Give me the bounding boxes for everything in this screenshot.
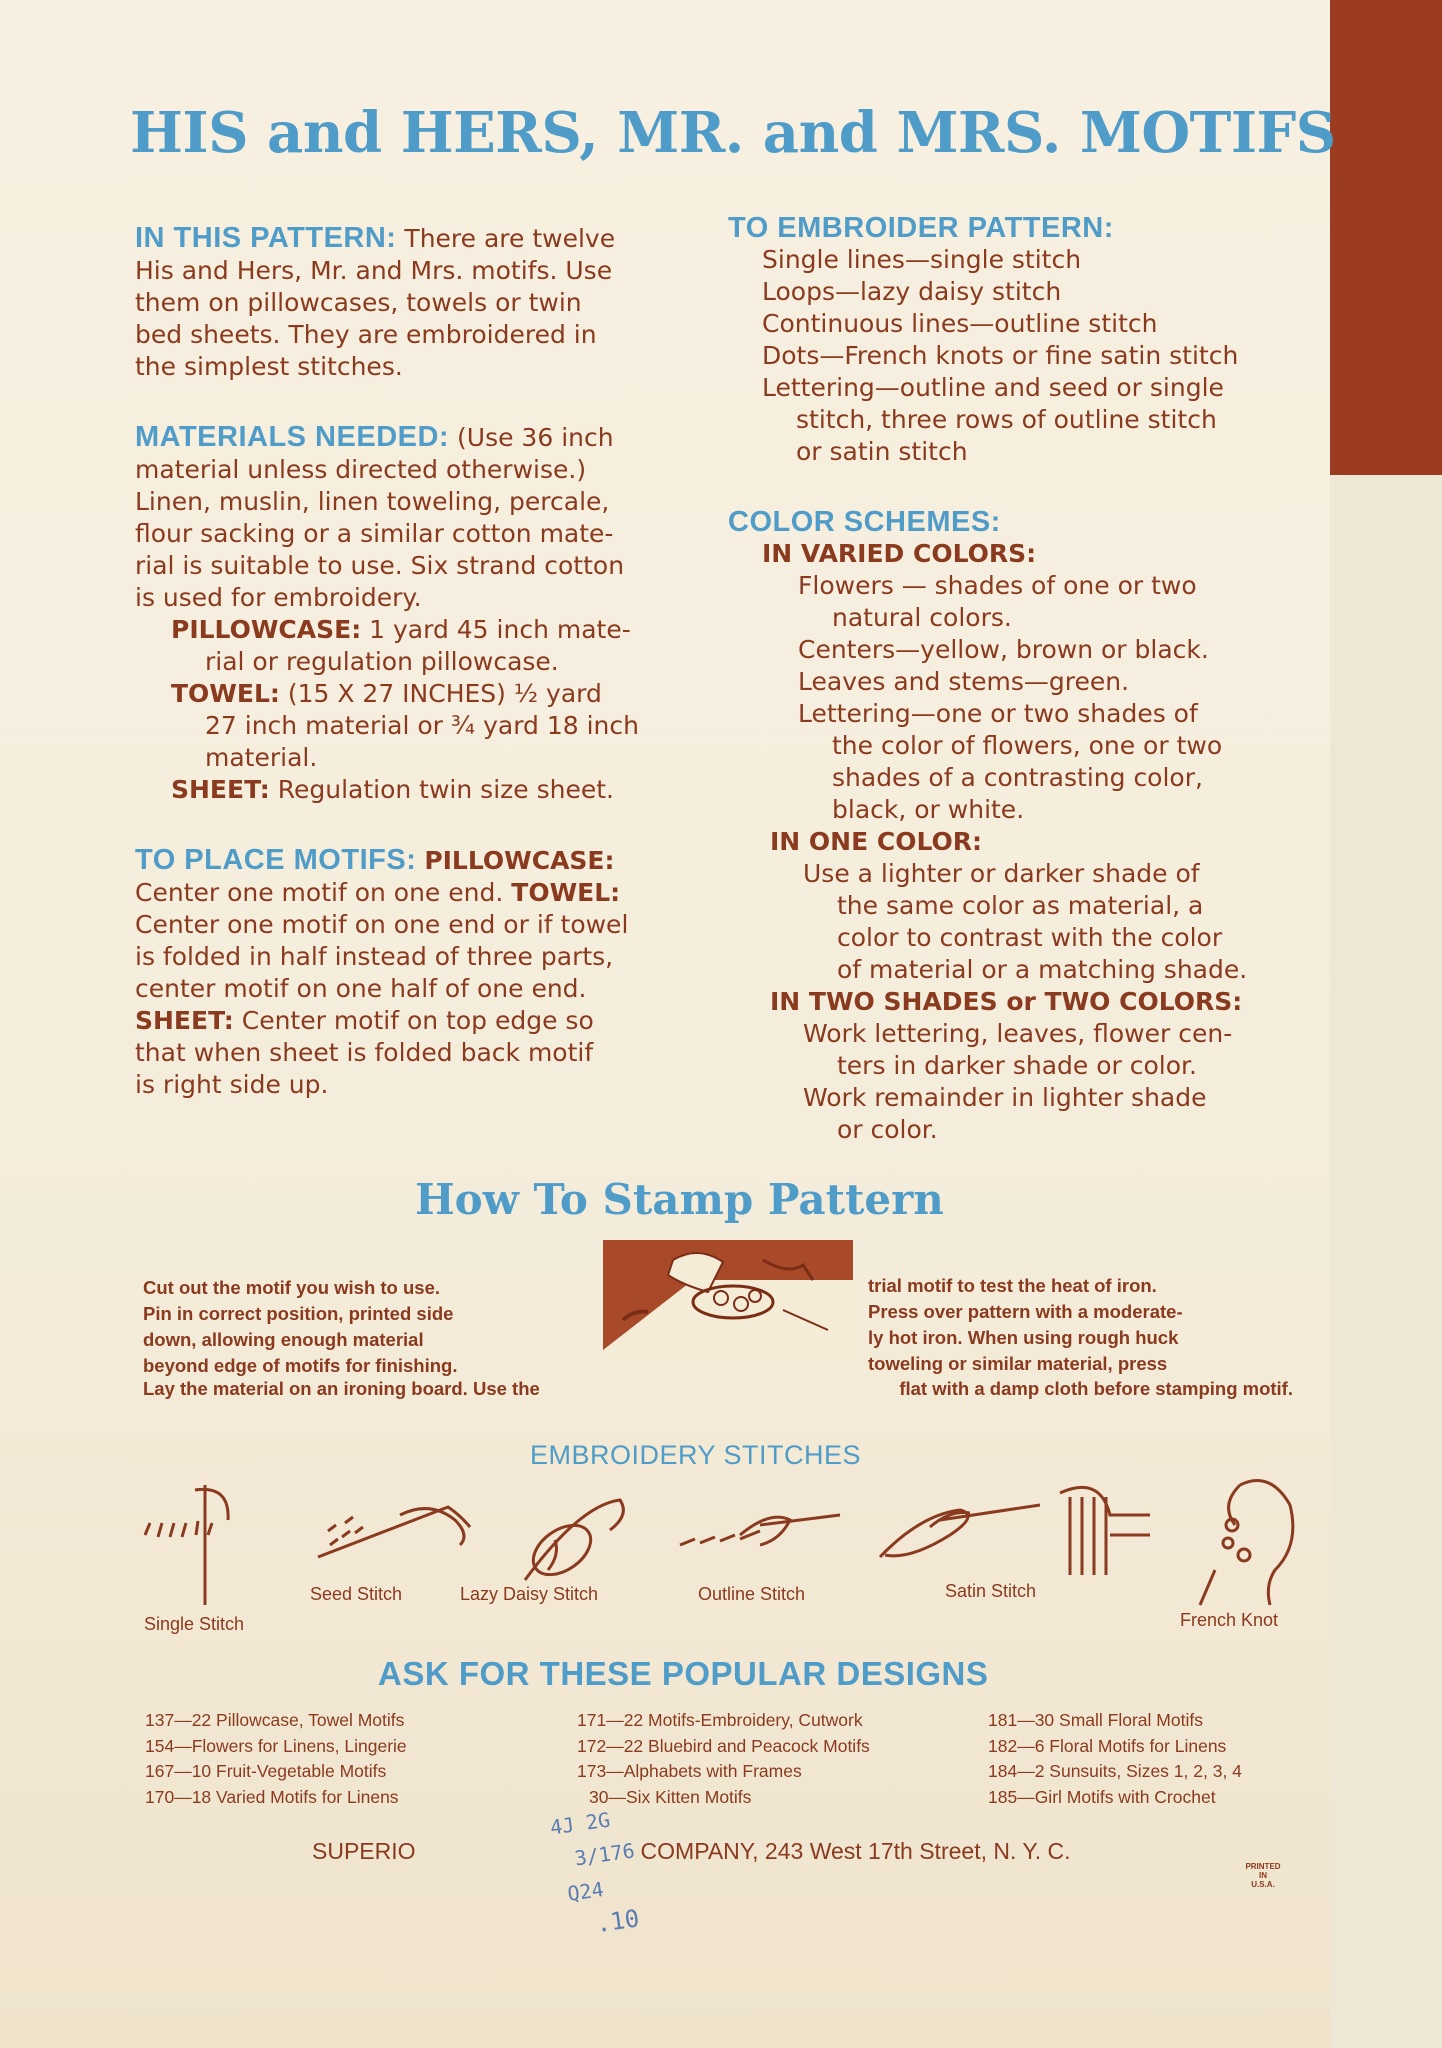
satin-block-diagram xyxy=(1060,1487,1150,1575)
list-item: 154—Flowers for Linens, Lingerie xyxy=(145,1735,407,1756)
lazy-daisy-stitch-diagram xyxy=(524,1500,623,1585)
materials-heading: MATERIALS NEEDED: xyxy=(135,421,450,453)
ironing-illustration xyxy=(603,1240,853,1365)
pillowcase-label: PILLOWCASE: xyxy=(171,615,362,644)
price-stamp: 4J 2G 3/176 Q24 .10 xyxy=(548,1807,642,1939)
two-colors-heading: IN TWO SHADES or TWO COLORS: xyxy=(770,987,1243,1016)
list-item: 137—22 Pillowcase, Towel Motifs xyxy=(145,1710,405,1730)
seed-stitch-label: Seed Stitch xyxy=(310,1584,403,1604)
french-knot-label: French Knot xyxy=(1180,1610,1279,1630)
satin-stitch-label: Satin Stitch xyxy=(945,1581,1037,1601)
towel-label: TOWEL: xyxy=(171,679,280,708)
list-item: 170—18 Varied Motifs for Linens xyxy=(145,1786,399,1807)
pattern-section: IN THIS PATTERN: There are twelve His and Hers, Mr. and Mrs. motifs. Use them on pillowcases, towels or twin bed sheets. They are embroidered in the simplest stitches. xyxy=(135,222,616,381)
stamp-instructions-left: Cut out the motif you wish to use. Pin in correct position, printed side down, allowing enough material beyond edge of motifs for finishing. xyxy=(143,1277,458,1376)
satin-stitch-diagram xyxy=(880,1505,1040,1557)
stamp-instructions-right: trial motif to test the heat of iron. Press over pattern with a moderate- ly hot iron. When using rough huck toweling or similar material, press xyxy=(868,1275,1183,1374)
stitch-diagrams xyxy=(0,1475,1345,1635)
varied-colors-heading: IN VARIED COLORS: xyxy=(762,539,1037,568)
stamp-heading: How To Stamp Pattern xyxy=(415,1175,944,1224)
single-stitch-diagram xyxy=(145,1485,228,1605)
list-item: 171—22 Motifs-Embroidery, Cutwork xyxy=(577,1710,863,1730)
list-item: 167—10 Fruit-Vegetable Motifs xyxy=(145,1761,387,1781)
list-item: 173—Alphabets with Frames xyxy=(577,1761,802,1781)
embroider-heading: TO EMBROIDER PATTERN: xyxy=(728,212,1114,244)
french-knot-diagram xyxy=(1200,1481,1293,1606)
list-item: 172—22 Bluebird and Peacock Motifs xyxy=(577,1735,870,1756)
list-item: 30—Six Kitten Motifs xyxy=(589,1786,752,1807)
pattern-heading: IN THIS PATTERN: xyxy=(135,222,397,254)
printed-in-usa-mark: PRINTED IN U.S.A. xyxy=(1245,1862,1281,1889)
list-item: 182—6 Floral Motifs for Linens xyxy=(988,1735,1227,1756)
list-item: 181—30 Small Floral Motifs xyxy=(988,1710,1203,1730)
right-column: TO EMBROIDER PATTERN: Single lines—single stitch Loops—lazy daisy stitch Continuous lines—outline stitch Dots—French knots or fine satin stitch Lettering—outline and seed or single stitch, three rows of outline stitch or satin stitch COLOR SCHEMES: IN VARIED COLORS: Flowers — shades of one or two natural colors. Centers—yellow, brown or black. Leaves and stems—green. Lettering—one or two shades of the color of flowers, one or two shades of a contrasting color, black, or white. IN ONE COLOR: Use a lighter or darker shade of the same color as material, a color to contrast with the color of material or a matching shade. IN TWO SHADES or TWO COLORS: Work lettering, leaves, flower cen- ters in darker shade or color. Work remainder in lighter shade or color. xyxy=(728,212,1298,1146)
outline-stitch-diagram xyxy=(680,1515,840,1545)
designs-column-3 xyxy=(988,1708,1242,1810)
place-heading: TO PLACE MOTIFS: xyxy=(135,844,417,876)
single-stitch-label: Single Stitch xyxy=(144,1614,245,1634)
sheet-label: SHEET: xyxy=(171,775,270,804)
color-schemes-heading: COLOR SCHEMES: xyxy=(728,506,1001,538)
materials-section: MATERIALS NEEDED: (Use 36 inch material unless directed otherwise.) Linen, muslin, linen toweling, percale, flour sacking or a similar cotton mate- rial is suitable to use. Six strand cotton is used for embroidery. PILLOWCASE: 1 yard 45 inch mate- rial or regulation pillowcase. TOWEL: (15 X 27 INCHES) ½ yard 27 inch material or ¾ yard 18 inch material. SHEET: Regulation twin size sheet. xyxy=(135,421,639,804)
designs-heading: ASK FOR THESE POPULAR DESIGNS xyxy=(378,1655,989,1692)
publisher-footer: SUPERIO COMPANY, 243 West 17th Street, N. Y. C. xyxy=(312,1838,1071,1864)
designs-column-2 xyxy=(577,1708,870,1810)
one-color-heading: IN ONE COLOR: xyxy=(770,827,983,856)
list-item: 185—Girl Motifs with Crochet xyxy=(988,1786,1216,1807)
outline-stitch-label: Outline Stitch xyxy=(698,1584,806,1604)
stitches-heading: EMBROIDERY STITCHES xyxy=(530,1440,862,1470)
page-title: HIS and HERS, MR. and MRS. MOTIFS xyxy=(130,100,1336,166)
designs-column-1 xyxy=(145,1708,407,1810)
seed-stitch-diagram xyxy=(318,1507,470,1557)
left-column xyxy=(135,222,690,1101)
lazy-daisy-stitch-label: Lazy Daisy Stitch xyxy=(460,1584,599,1604)
place-motifs-section: TO PLACE MOTIFS: PILLOWCASE: Center one motif on one end. TOWEL: Center one motif on one end or if towel is folded in half instead of three parts, center motif on one half of one end. SHEET: Center motif on top edge so that when sheet is folded back motif is right side up. xyxy=(135,844,629,1099)
stamp-instructions-bottom: Lay the material on an ironing board. Use the flat with a damp cloth before stamping motif. xyxy=(143,1378,1293,1399)
list-item: 184—2 Sunsuits, Sizes 1, 2, 3, 4 xyxy=(988,1761,1242,1781)
envelope-band xyxy=(1330,0,1442,475)
